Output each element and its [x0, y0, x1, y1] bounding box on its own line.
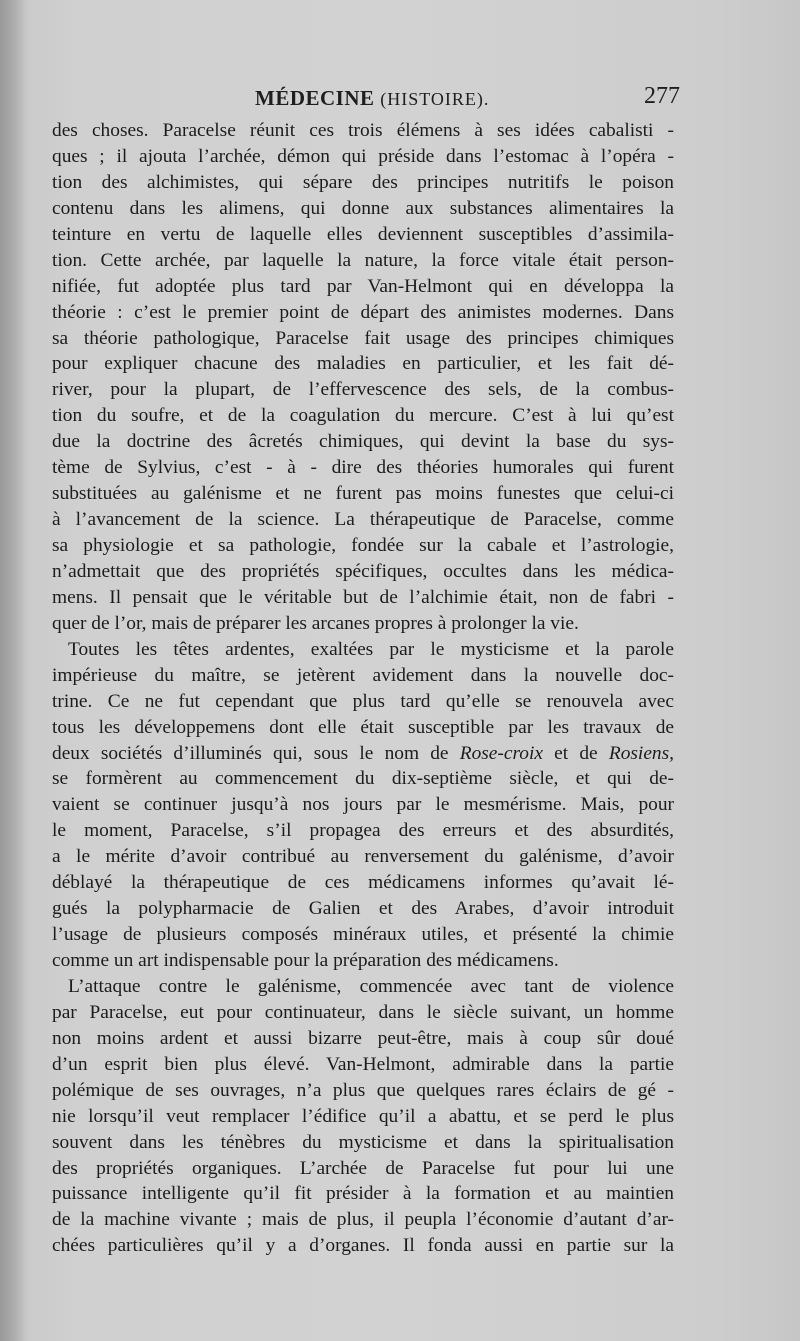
- text-line: trine. Ce ne fut cependant que plus tard qu’elle se renouvela avec: [52, 690, 674, 712]
- text-line: d’un esprit bien plus élevé. Van-Helmont, admirable dans la partie: [52, 1053, 674, 1075]
- text-line: vaient se continuer jusqu’à nos jours par le mesmérisme. Mais, pour: [52, 794, 674, 816]
- paragraph: [52, 118, 674, 637]
- text-line: le moment, Paracelse, s’il propagea des erreurs et des absurdités,: [52, 820, 674, 842]
- text-line: nie lorsqu’il veut remplacer l’édifice qu’il a abattu, et se perd le plus: [52, 1105, 674, 1127]
- text-line: impérieuse du maître, se jetèrent avidement dans la nouvelle doc-: [52, 664, 674, 686]
- text-line: non moins ardent et aussi bizarre peut-être, mais à coup sûr doué: [52, 1027, 674, 1049]
- text-line: due la doctrine des âcretés chimiques, qui devint la base du sys-: [52, 431, 674, 453]
- text-line: a le mérite d’avoir contribué au renversement du galénisme, d’avoir: [52, 846, 674, 868]
- paragraph: [52, 974, 674, 1259]
- text-line: comme un art indispensable pour la préparation des médicamens.: [52, 950, 559, 971]
- text-line: par Paracelse, eut pour continuateur, dans le siècle suivant, un homme: [52, 1001, 674, 1023]
- text-line: river, pour la plupart, de l’effervescence des sels, de la combus-: [52, 379, 674, 401]
- text-line: tion du soufre, et de la coagulation du mercure. C’est à lui qu’est: [52, 405, 674, 427]
- text-line: teinture en vertu de laquelle elles deviennent susceptibles d’assimila-: [52, 223, 674, 245]
- text-line: à l’avancement de la science. La thérapeutique de Paracelse, comme: [52, 509, 674, 531]
- text-line: sa théorie pathologique, Paracelse fait usage des principes chimiques: [52, 327, 674, 349]
- text-line: Toutes les têtes ardentes, exaltées par le mysticisme et la parole: [68, 638, 674, 660]
- running-title-sub: (HISTOIRE).: [380, 89, 490, 109]
- running-head: [50, 83, 680, 113]
- italic-term: Rosiens,: [608, 742, 674, 764]
- binding-shadow: [0, 0, 26, 1341]
- text-line: déblayé la thérapeutique de ces médicamens informes qu’avait lé-: [52, 872, 674, 894]
- text-line: des choses. Paracelse réunit ces trois élémens à ses idées cabalisti -: [52, 120, 674, 141]
- text-line: l’usage de plusieurs composés minéraux utiles, et présenté la chimie: [52, 924, 674, 946]
- text-line: contenu dans les alimens, qui donne aux substances alimentaires la: [52, 197, 674, 219]
- text-line: puissance intelligente qu’il fit présider à la formation et au maintien: [52, 1183, 674, 1205]
- italic-term: Rose-croix: [459, 742, 543, 764]
- running-title-main: MÉDECINE: [255, 86, 375, 110]
- paragraph: [52, 637, 674, 974]
- text-line: pour expliquer chacune des maladies en particulier, et les fait dé-: [52, 353, 674, 375]
- text-line: souvent dans les ténèbres du mysticisme et dans la spiritualisation: [52, 1131, 674, 1153]
- text-line: des propriétés organiques. L’archée de Paracelse fut pour lui une: [52, 1157, 674, 1179]
- text-line: se formèrent au commencement du dix-septième siècle, et qui de-: [52, 768, 674, 790]
- text-line: tème de Sylvius, c’est - à - dire des théories humorales qui furent: [52, 457, 674, 479]
- text-segment: deux sociétés d’illuminés qui, sous le nom de: [52, 742, 460, 764]
- text-line: tous les développemens dont elle était susceptible par les travaux de: [52, 716, 674, 738]
- text-line: chées particulières qu’il y a d’organes. Il fonda aussi en partie sur la: [52, 1235, 674, 1257]
- text-line: substituées au galénisme et ne furent pas moins funestes que celui-ci: [52, 483, 674, 505]
- text-line: sa physiologie et sa pathologie, fondée sur la cabale et l’astrologie,: [52, 535, 674, 556]
- page-number: 277: [644, 83, 680, 109]
- text-line: de la machine vivante ; mais de plus, il peupla l’économie d’autant d’ar-: [52, 1209, 674, 1231]
- text-line: gués la polypharmacie de Galien et des Arabes, d’avoir introduit: [52, 898, 674, 920]
- text-line: nifiée, fut adoptée plus tard par Van-Helmont qui en développa la: [52, 275, 674, 297]
- body-text: [52, 118, 674, 1259]
- text-segment: et de: [543, 742, 609, 764]
- text-line: quer de l’or, mais de préparer les arcanes propres à prolonger la vie.: [52, 612, 579, 634]
- text-line: L’attaque contre le galénisme, commencée avec tant de violence: [68, 975, 674, 997]
- text-line: ques ; il ajouta l’archée, démon qui préside dans l’estomac à l’opéra -: [52, 145, 674, 167]
- text-line: polémique de ses ouvrages, n’a plus que quelques rares éclairs de gé -: [52, 1079, 674, 1101]
- text-line: tion des alchimistes, qui sépare des principes nutritifs le poison: [52, 171, 674, 193]
- text-line: [52, 741, 674, 767]
- text-line: n’admettait que des propriétés spécifiques, occultes dans les médica-: [52, 560, 674, 582]
- text-line: théorie : c’est le premier point de départ des animistes modernes. Dans: [52, 301, 674, 323]
- text-line: tion. Cette archée, par laquelle la nature, la force vitale était person-: [52, 249, 674, 271]
- running-title: [255, 86, 489, 111]
- text-line: mens. Il pensait que le véritable but de l’alchimie était, non de fabri -: [52, 586, 674, 608]
